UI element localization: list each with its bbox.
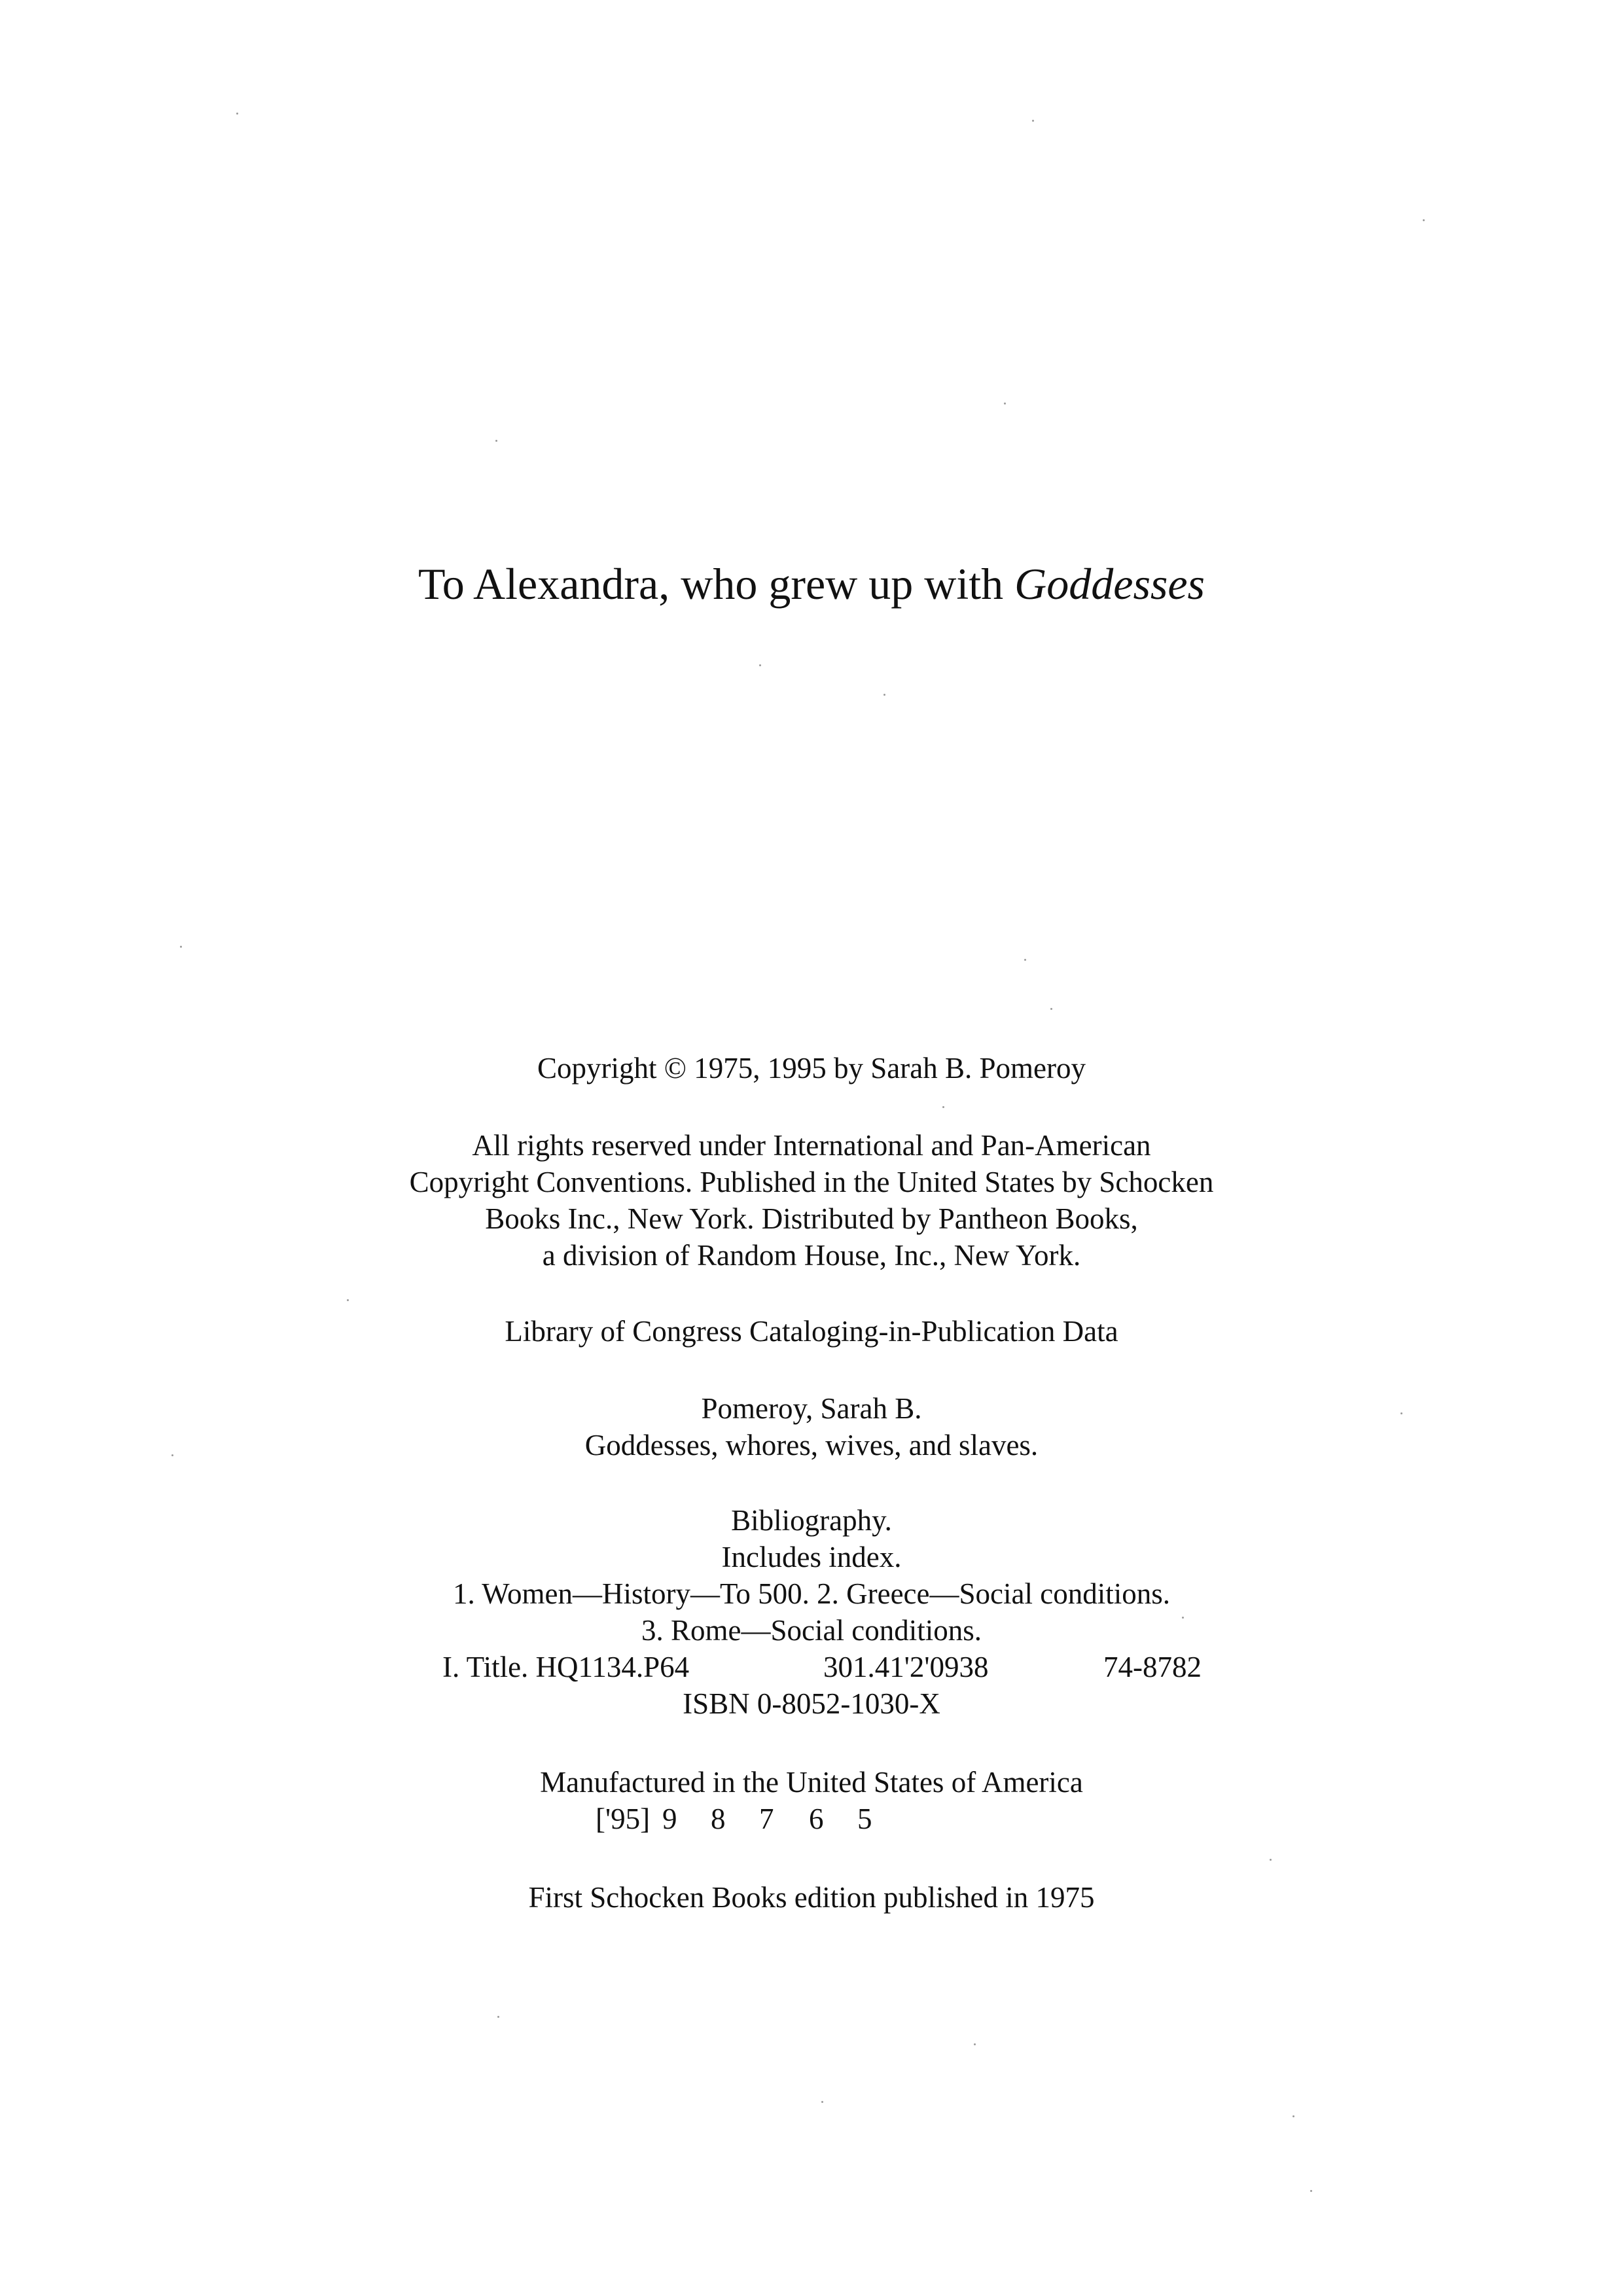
cip-dewey-number: 301.41'2'0938: [823, 1651, 989, 1683]
first-edition-notice: [0, 1879, 1623, 1916]
scan-speck: [974, 2043, 976, 2045]
printing-number: 8: [711, 1803, 726, 1835]
cip-heading: [0, 1313, 1623, 1350]
scan-speck: [347, 1299, 349, 1301]
cip-title-call-number: I. Title. HQ1134.P64: [442, 1651, 690, 1683]
printing-number: 9: [662, 1803, 677, 1835]
cip-title: Goddesses, whores, wives, and slaves.: [584, 1429, 1039, 1462]
printing-number: 7: [759, 1803, 774, 1835]
cip-note: 1. Women—History—To 500. 2. Greece—Social conditions.: [453, 1577, 1170, 1610]
scan-speck: [1024, 959, 1026, 961]
dedication-italic-title: Goddesses: [1014, 559, 1205, 609]
cip-note: Bibliography.: [731, 1504, 892, 1537]
cip-note: 3. Rome—Social conditions.: [641, 1614, 982, 1647]
manufactured-text: Manufactured in the United States of America: [540, 1766, 1083, 1799]
cip-author-title: [0, 1390, 1623, 1463]
scan-speck: [1032, 120, 1034, 122]
cip-heading-text: Library of Congress Cataloging-in-Publication Data: [505, 1315, 1118, 1348]
isbn-text: ISBN 0-8052-1030-X: [683, 1687, 940, 1720]
scan-speck: [759, 664, 761, 666]
copyright-notice: [0, 1050, 1623, 1086]
manufactured-notice: [0, 1764, 1623, 1801]
scan-speck: [1270, 1859, 1272, 1861]
rights-line: a division of Random House, Inc., New York.: [542, 1239, 1081, 1272]
scan-speck: [821, 2101, 823, 2103]
first-edition-text: First Schocken Books edition published in 1975: [528, 1881, 1095, 1914]
dedication-text: To Alexandra, who grew up with: [418, 559, 1015, 609]
scan-speck: [495, 440, 497, 442]
scan-speck: [236, 113, 238, 115]
rights-line: All rights reserved under International and Pan-American: [472, 1129, 1151, 1162]
scan-speck: [497, 2016, 499, 2018]
scan-speck: [180, 946, 182, 948]
cip-lccn: 74-8782: [1103, 1651, 1202, 1683]
rights-line: Copyright Conventions. Published in the United States by Schocken: [409, 1166, 1214, 1198]
printing-year: ['95]: [596, 1803, 651, 1835]
scan-speck: [1050, 1008, 1052, 1010]
scan-speck: [942, 1106, 944, 1108]
cip-author: Pomeroy, Sarah B.: [701, 1392, 922, 1425]
cip-note: Includes index.: [721, 1541, 902, 1573]
scan-speck: [1423, 219, 1425, 221]
scan-speck: [1004, 403, 1006, 404]
scan-speck: [883, 694, 885, 696]
scan-speck: [1400, 1412, 1402, 1414]
rights-statement: [0, 1127, 1623, 1274]
copyright-line: Copyright © 1975, 1995 by Sarah B. Pomeroy: [537, 1052, 1086, 1085]
isbn: [0, 1685, 1623, 1722]
dedication: [0, 558, 1623, 610]
scan-speck: [1293, 2115, 1294, 2117]
scan-speck: [1310, 2190, 1312, 2192]
printing-number: 5: [857, 1803, 872, 1835]
rights-line: Books Inc., New York. Distributed by Pantheon Books,: [485, 1202, 1138, 1235]
cip-notes: [0, 1502, 1623, 1649]
printing-number: 6: [809, 1803, 824, 1835]
scan-speck: [1182, 1617, 1184, 1619]
scan-speck: [171, 1454, 173, 1456]
